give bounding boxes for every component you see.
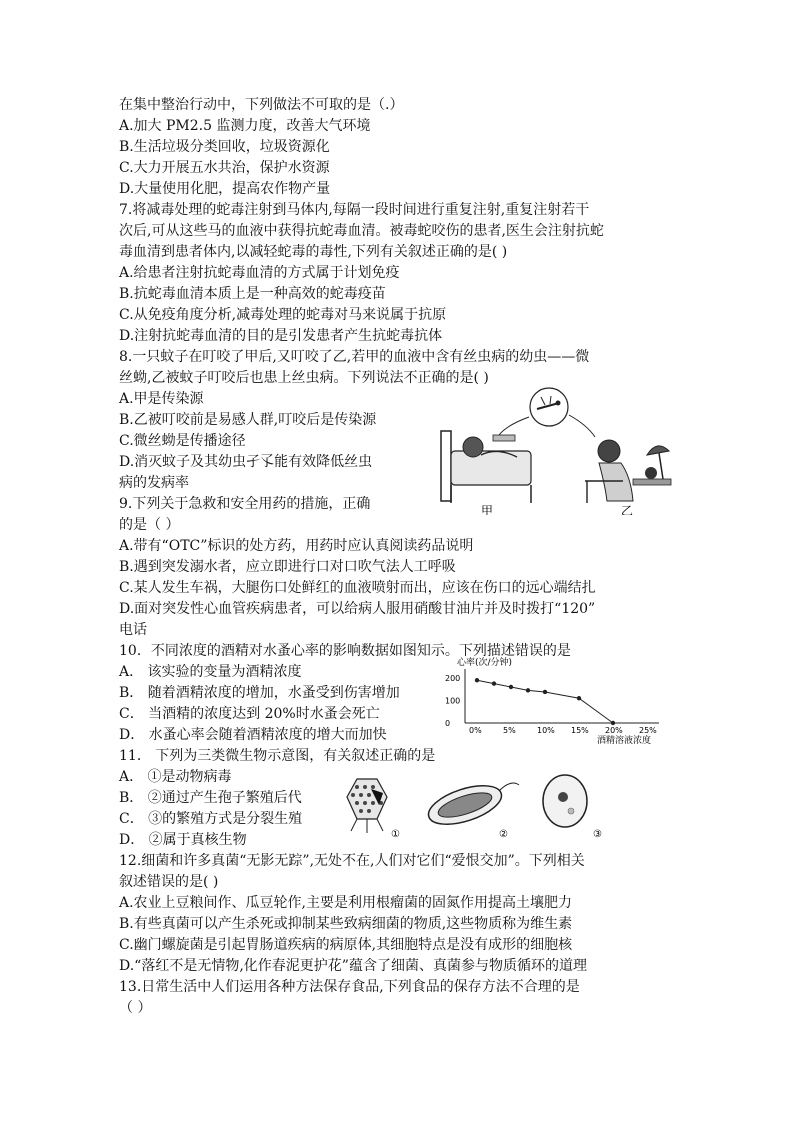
figure-label-jia: 甲 <box>481 504 494 515</box>
person-yi-drawing <box>585 440 671 503</box>
q10-option-d: D． 水蚤心率会随着酒精浓度的增大而加快 <box>119 727 387 743</box>
q12-option-c: C.幽门螺旋菌是引起胃肠道疾病的病原体,其细胞特点是没有成形的细胞核 <box>119 937 573 953</box>
figure-label-yi: 乙 <box>621 504 634 515</box>
q8-stem-line-2: 丝蚴,乙被蚊子叮咬后也患上丝虫病。下列说法不正确的是( ) <box>119 370 489 386</box>
q8-option-d: D.消灭蚊子及其幼虫孑孓能有效降低丝虫 <box>119 454 373 470</box>
q9-option-d: D.面对突发性心血管疾病患者，可以给病人服用硝酸甘油片并及时拨打“120” <box>119 601 596 617</box>
q13-stem-line-2: （ ） <box>119 1000 152 1016</box>
chart-series-line <box>477 680 613 723</box>
q6-option-d: D.大量使用化肥，提高农作物产量 <box>119 181 331 197</box>
heart-rate-chart <box>437 655 677 747</box>
q9-option-c: C.某人发生车祸，大腿伤口处鲜红的血液喷射而出，应该在伤口的远心端结扎 <box>119 580 596 596</box>
chart-data-point <box>492 681 496 685</box>
q12-stem-line-2: 叙述错误的是( ) <box>119 874 219 890</box>
q10-option-c: C． 当酒精的浓度达到 20%时水蚤会死亡 <box>119 706 380 722</box>
microorganism-figure <box>335 771 615 843</box>
patient-jia-drawing <box>441 431 531 503</box>
q7-option-d: D.注射抗蛇毒血清的目的是引发患者产生抗蛇毒抗体 <box>119 328 443 344</box>
figure-label-2: ② <box>499 829 508 840</box>
q10-stem: 10．不同浓度的酒精对水蚤心率的影响数据如图知示。下列描述错误的是 <box>119 643 571 659</box>
bacterium-icon <box>424 778 519 832</box>
mosquito-icon <box>537 396 561 409</box>
chart-ytick-label: 0 <box>445 719 451 728</box>
q9-stem-line-2: 的是（ ） <box>119 517 180 533</box>
figure-label-3: ③ <box>593 829 602 840</box>
yeast-cell-icon <box>543 775 587 827</box>
q9-option-a: A.带有“OTC”标识的处方药，用药时应认真阅读药品说明 <box>119 538 474 554</box>
q7-stem-line-1: 7.将减毒处理的蛇毒注射到马体内,每隔一段时间进行重复注射,重复注射若干 <box>119 202 590 218</box>
q10-option-a: A． 该实验的变量为酒精浓度 <box>119 664 302 680</box>
q6-stem: 在集中整治行动中，下列做法不可取的是（.） <box>119 97 404 113</box>
q11-option-c: C． ③的繁殖方式是分裂生殖 <box>119 811 303 827</box>
chart-data-point <box>475 678 479 682</box>
chart-xtick-label: 10% <box>537 726 555 735</box>
q7-stem-line-3: 毒血清到患者体内,以减轻蛇毒的毒性,下列有关叙述正确的是( ) <box>119 244 508 260</box>
chart-data-point <box>543 690 547 694</box>
chart-xlabel: 酒精溶液浓度 <box>597 736 652 746</box>
q6-option-a: A.加大 PM2.5 监测力度，改善大气环境 <box>119 118 371 134</box>
q8-option-d-cont: 病的发病率 <box>119 475 189 491</box>
chart-ytick-label: 200 <box>445 674 461 683</box>
chart-xtick-label: 25% <box>639 726 657 735</box>
chart-xtick-label: 20% <box>605 726 623 735</box>
q6-option-c: C.大力开展五水共治，保护水资源 <box>119 160 330 176</box>
q11-stem: 11． 下列为三类微生物示意图，有关叙述正确的是 <box>119 748 436 764</box>
q11-option-a: A． ①是动物病毒 <box>119 769 232 785</box>
chart-ylabel: 心率(次/分钟) <box>457 658 513 668</box>
q7-option-c: C.从免疫角度分析,减毒处理的蛇毒对马来说属于抗原 <box>119 307 447 323</box>
mosquito-transmission-figure <box>437 385 677 515</box>
q7-option-b: B.抗蛇毒血清本质上是一种高效的蛇毒疫苗 <box>119 286 386 302</box>
chart-data-point <box>526 688 530 692</box>
q12-option-a: A.农业上豆粮间作、瓜豆轮作,主要是利用根瘤菌的固氮作用提高土壤肥力 <box>119 895 573 911</box>
q12-option-d: D.“落红不是无情物,化作春泥更护花”蕴含了细菌、真菌参与物质循环的道理 <box>119 958 587 974</box>
chart-data-point <box>509 685 513 689</box>
q10-option-b: B． 随着酒精浓度的增加，水蚤受到伤害增加 <box>119 685 400 701</box>
q11-option-d: D． ②属于真核生物 <box>119 832 247 848</box>
chart-data-point <box>611 721 615 725</box>
q6-option-b: B.生活垃圾分类回收，垃圾资源化 <box>119 139 330 155</box>
chart-xtick-label: 15% <box>571 726 589 735</box>
virus-icon <box>347 779 387 833</box>
q7-stem-line-2: 次后,可从这些马的血液中获得抗蛇毒血清。被毒蛇咬伤的患者,医生会注射抗蛇 <box>119 223 604 239</box>
q8-option-c: C.微丝蚴是传播途径 <box>119 433 246 449</box>
q7-option-a: A.给患者注射抗蛇毒血清的方式属于计划免疫 <box>119 265 400 281</box>
chart-ytick-label: 100 <box>445 696 461 706</box>
chart-xtick-label: 5% <box>503 726 516 735</box>
q8-option-a: A.甲是传染源 <box>119 391 204 407</box>
q12-stem-line-1: 12.细菌和许多真菌“无影无踪”,无处不在,人们对它们“爱恨交加”。下列相关 <box>119 853 585 869</box>
chart-data-point <box>577 696 581 700</box>
q12-option-b: B.有些真菌可以产生杀死或抑制某些致病细菌的物质,这些物质称为维生素 <box>119 916 573 932</box>
chart-xtick-label: 0% <box>469 726 482 735</box>
q8-option-b: B.乙被叮咬前是易感人群,叮咬后是传染源 <box>119 412 377 428</box>
q9-option-b: B.遇到突发溺水者，应立即进行口对口吹气法人工呼吸 <box>119 559 456 575</box>
q13-stem-line-1: 13.日常生活中人们运用各种方法保存食品,下列食品的保存方法不合理的是 <box>119 979 580 995</box>
q9-option-d-cont: 电话 <box>119 622 147 638</box>
q9-stem-line-1: 9.下列关于急救和安全用药的措施，正确 <box>119 496 371 512</box>
figure-label-1: ① <box>391 829 400 840</box>
q8-stem-line-1: 8.一只蚊子在叮咬了甲后,又叮咬了乙,若甲的血液中含有丝虫病的幼虫——微 <box>119 349 590 365</box>
q11-option-b: B． ②通过产生孢子繁殖后代 <box>119 790 302 806</box>
